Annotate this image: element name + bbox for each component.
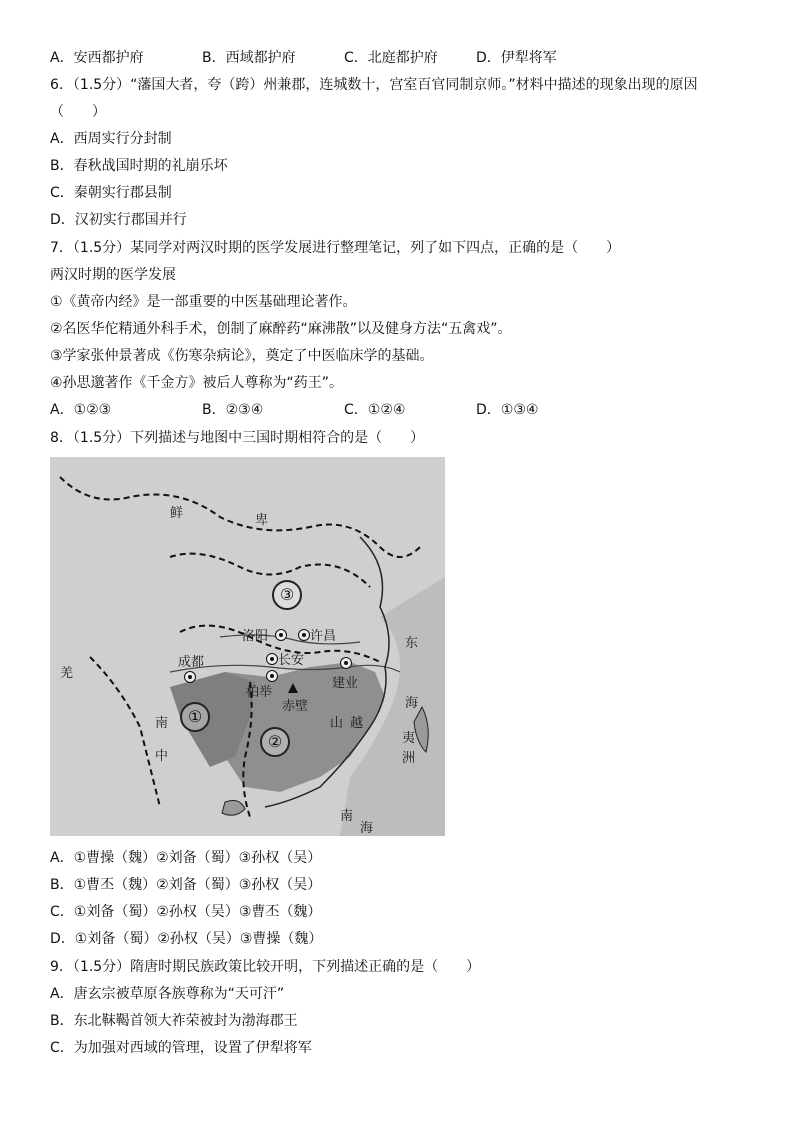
city-marker-chengdu [184, 671, 196, 683]
map-region-label: 羌 [60, 666, 74, 681]
q8-option-b: B．①曹丕（魏）②刘备（蜀）③孙权（吴） [50, 877, 322, 893]
map-number-2: ② [260, 727, 290, 757]
q5-option-c: C．北庭都护府 [344, 50, 438, 66]
q6-option-a: A．西周实行分封制 [50, 131, 172, 147]
q6-option-d: D．汉初实行郡国并行 [50, 212, 187, 228]
chibi-triangle-icon [288, 683, 298, 693]
q7-item-4: ④孙思邈著作《千金方》被后人尊称为“药王”。 [50, 375, 344, 391]
q7-item-2: ②名医华佗精通外科手术，创制了麻醉药“麻沸散”以及健身方法“五禽戏”。 [50, 321, 512, 337]
q7-subtitle: 两汉时期的医学发展 [50, 267, 176, 283]
q6-option-b: B．春秋战国时期的礼崩乐坏 [50, 158, 228, 174]
city-marker-jianye [340, 657, 352, 669]
map-region-label: 海 [360, 821, 374, 836]
q8-stem: 8．（1.5分）下列描述与地图中三国时期相符合的是（ ） [50, 430, 425, 446]
three-kingdoms-map [50, 457, 445, 836]
city-marker-luoyang [275, 629, 287, 641]
q7-stem: 7．（1.5分）某同学对两汉时期的医学发展进行整理笔记，列了如下四点，正确的是（ ） [50, 240, 621, 256]
q7-option-b: B．②③④ [202, 402, 264, 418]
map-region-label: 南 [155, 716, 169, 731]
q7-item-1: ①《黄帝内经》是一部重要的中医基础理论著作。 [50, 294, 357, 310]
city-marker-changan [266, 653, 278, 665]
q8-option-c: C．①刘备（蜀）②孙权（吴）③曹丕（魏） [50, 904, 322, 920]
q8-option-d: D．①刘备（蜀）②孙权（吴）③曹操（魏） [50, 931, 323, 947]
q7-item-3: ③学家张仲景著成《伤寒杂病论》，奠定了中医临床学的基础。 [50, 348, 434, 364]
q5-option-a: A．安西都护府 [50, 50, 144, 66]
q9-option-c: C．为加强对西域的管理，设置了伊犁将军 [50, 1040, 312, 1056]
q6-stem: 6．（1.5分）“藩国大者，夸（跨）州兼郡，连城数十，宫室百官同制京师。”材料中描述的现象出现的原因 [50, 77, 698, 93]
map-region-label: 东 [405, 636, 419, 651]
q8-option-a: A．①曹操（魏）②刘备（蜀）③孙权（吴） [50, 850, 322, 866]
map-region-label: 山 [330, 716, 344, 731]
map-region-label: 鲜 [170, 506, 184, 521]
q5-option-d: D．伊犁将军 [476, 50, 557, 66]
q6-option-c: C．秦朝实行郡县制 [50, 185, 172, 201]
map-region-label: 洲 [402, 751, 416, 766]
q6-paren: （ ） [50, 104, 106, 120]
map-number-3: ③ [272, 580, 302, 610]
map-number-1: ① [180, 702, 210, 732]
map-region-label: 越 [350, 716, 364, 731]
city-label-chengdu: 成都 [178, 655, 205, 670]
city-label-baiju: 柏举 [246, 685, 273, 700]
map-region-label: 卑 [255, 513, 269, 528]
map-region-label: 中 [155, 749, 169, 764]
city-label-xuchang: 许昌 [310, 629, 337, 644]
city-marker-xuchang [298, 629, 310, 641]
city-label-chibi: 赤壁 [282, 699, 309, 714]
map-region-label: 夷 [402, 731, 416, 746]
map-region-label: 海 [405, 696, 419, 711]
q9-option-a: A．唐玄宗被草原各族尊称为“天可汗” [50, 986, 285, 1002]
city-label-luoyang: 洛阳 [242, 629, 269, 644]
city-label-jianye: 建业 [332, 676, 359, 691]
map-graphic [50, 457, 445, 836]
q5-option-b: B．西域都护府 [202, 50, 296, 66]
q7-option-d: D．①③④ [476, 402, 539, 418]
city-label-changan: 长安 [278, 653, 305, 668]
q7-option-c: C．①②④ [344, 402, 406, 418]
q9-option-b: B．东北靺鞨首领大祚荣被封为渤海郡王 [50, 1013, 298, 1029]
q7-option-a: A．①②③ [50, 402, 112, 418]
map-region-label: 南 [340, 809, 354, 824]
q9-stem: 9．（1.5分）隋唐时期民族政策比较开明，下列描述正确的是（ ） [50, 959, 481, 975]
